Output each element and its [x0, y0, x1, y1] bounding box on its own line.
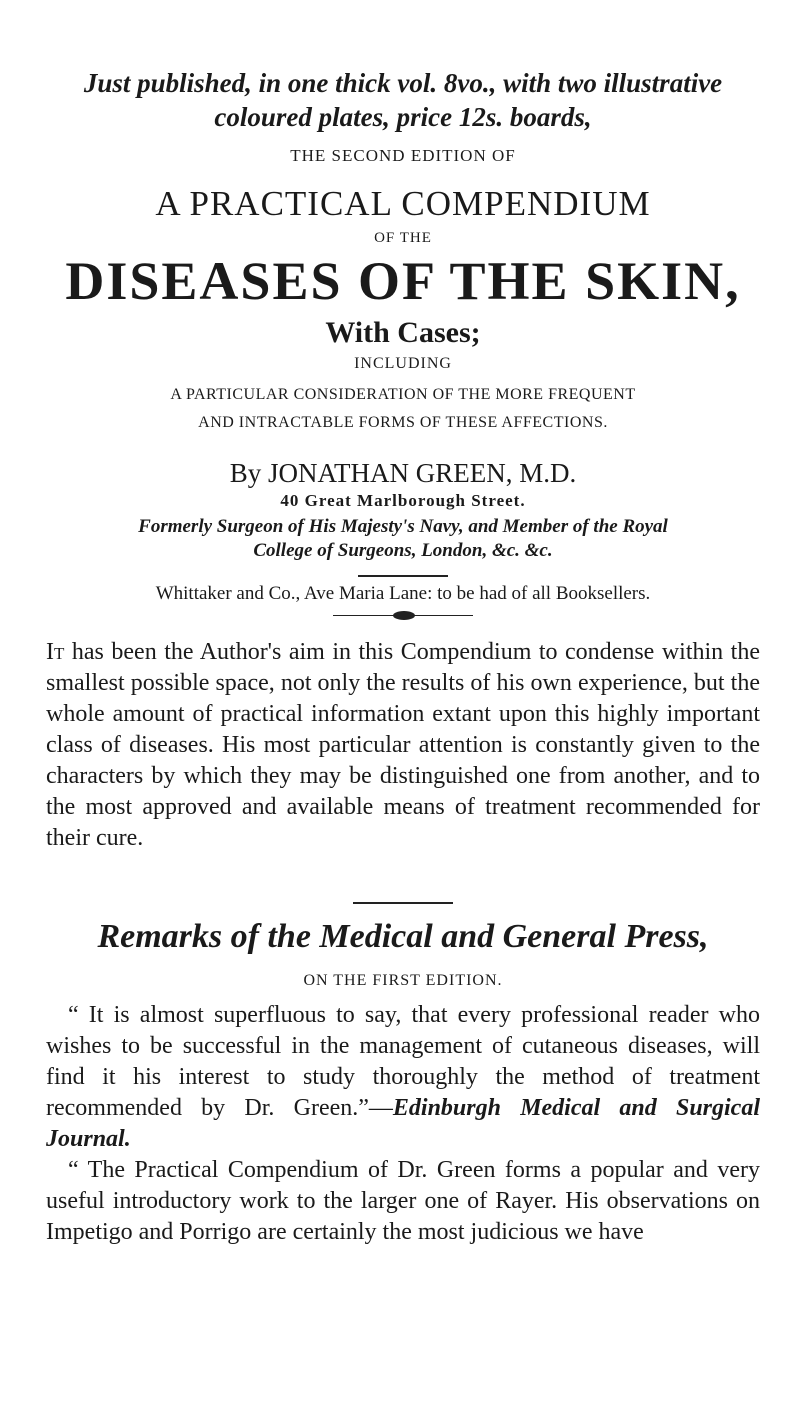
description-paragraph [46, 637, 760, 854]
description-lead: It [46, 638, 65, 665]
remarks-subheading: ON THE FIRST EDITION. [303, 971, 503, 989]
author-line: By JONATHAN GREEN, M.D. [229, 458, 577, 488]
intro-line-2: coloured plates, price 12s. boards, [214, 102, 592, 132]
book-title-subject: DISEASES OF THE SKIN, [65, 251, 741, 311]
consideration-line-2: AND INTRACTABLE FORMS OF THESE AFFECTIONS. [198, 414, 608, 431]
author-address: 40 Great Marlborough Street. [280, 491, 526, 510]
divider-rule-top [358, 575, 448, 577]
remarks-heading: Remarks of the Medical and General Press, [97, 917, 709, 955]
divider-rule-middle [353, 902, 453, 904]
ornament-center-icon [393, 611, 415, 620]
author-credentials [46, 515, 760, 563]
credentials-line-1: Formerly Surgeon of His Majesty's Navy, and Member of the Royal [138, 516, 668, 537]
quote-rayer: “ The Practical Compendium of Dr. Green forms a popular and very useful introductory work to the larger one of Rayer. His observations on Impetigo and Porrigo are certainly the most judicious we have [46, 1156, 760, 1245]
credentials-line-2: College of Surgeons, London, &c. &c. [253, 540, 553, 561]
consideration-line-1: A PARTICULAR CONSIDERATION OF THE MORE FREQUENT [170, 386, 636, 403]
including-line: INCLUDING [354, 355, 452, 372]
edition-line: THE SECOND EDITION OF [290, 146, 516, 165]
book-title-main: A PRACTICAL COMPENDIUM [155, 184, 651, 223]
quote-edinburgh [46, 1000, 760, 1155]
book-title-connector: OF THE [374, 230, 432, 246]
intro-line-1: Just published, in one thick vol. 8vo., with two illustrative [83, 68, 723, 98]
quote-edinburgh-text: “ It is almost superfluous to say, that every professional reader who wishes to be successful in the management of cutaneous diseases, will find it his interest to study thoroughly the method of treatment recommended by Dr. Green.”— [46, 1001, 760, 1121]
description-text: has been the Author's aim in this Compendium to condense within the smallest possible space, not only the results of his own experience, but the whole amount of practical information extant upon this highly important class of diseases. His most particular attention is constantly given to the characters by which they may be distinguished one from another, and to the most approved and available means of treatment recommended for their cure. [46, 638, 760, 851]
publication-intro [46, 66, 760, 134]
ornament-divider [333, 611, 473, 621]
publisher-line: Whittaker and Co., Ave Maria Lane: to be had of all Booksellers. [155, 582, 651, 604]
consideration-block [46, 381, 760, 437]
with-cases-line: With Cases; [325, 316, 481, 349]
quote-edinburgh-source: Edinburgh Medical and Surgical Journal. [46, 1094, 760, 1152]
